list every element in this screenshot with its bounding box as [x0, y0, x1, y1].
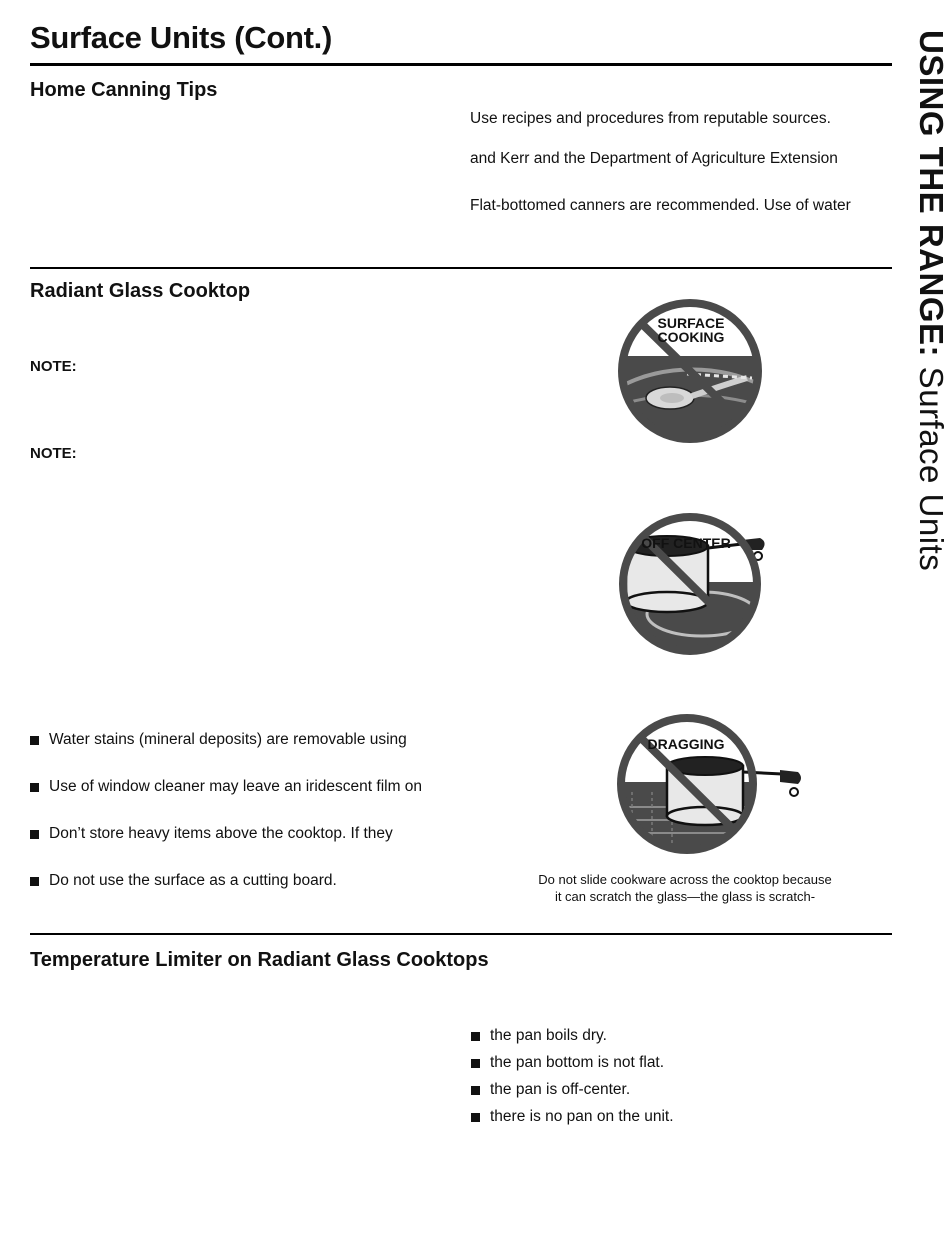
limiter-bullet-4 [471, 1108, 674, 1126]
canning-line-3: Flat-bottomed canners are recommended. Use of water [470, 197, 851, 214]
dragging-label: DRAGGING [647, 736, 725, 752]
title-rule [30, 63, 892, 66]
note-label-1: NOTE: [30, 358, 77, 375]
canning-heading: Home Canning Tips [30, 79, 218, 101]
bullet-square-icon [30, 736, 39, 745]
bullet-text: the pan is off-center. [490, 1081, 631, 1098]
side-tab-normal: Surface Units [913, 357, 950, 572]
off-center-label: OFF CENTER [641, 535, 731, 551]
surface-cooking-label-1: SURFACE [657, 315, 725, 331]
canning-line-1: Use recipes and procedures from reputable sources. [470, 110, 831, 127]
no-off-center-icon [612, 512, 772, 658]
bullet-square-icon [30, 783, 39, 792]
limiter-bullet-3 [471, 1081, 630, 1099]
page-title: Surface Units (Cont.) [30, 20, 332, 55]
bullet-text: Water stains (mineral deposits) are removable using [49, 731, 407, 748]
limiter-heading: Temperature Limiter on Radiant Glass Cooktops [30, 949, 489, 971]
bullet-text: the pan boils dry. [490, 1027, 607, 1044]
bullet-text: there is no pan on the unit. [490, 1108, 674, 1125]
no-surface-cooking-icon [612, 294, 772, 450]
side-tab [912, 30, 950, 571]
surface-cooking-label-2: COOKING [657, 329, 725, 345]
radiant-bullet-2 [30, 778, 422, 796]
radiant-bullet-3 [30, 825, 393, 843]
radiant-heading: Radiant Glass Cooktop [30, 280, 251, 302]
bullet-square-icon [471, 1032, 480, 1041]
section-rule-2 [30, 933, 892, 935]
bullet-text: Use of window cleaner may leave an iridescent film on [49, 778, 423, 795]
radiant-bullet-4 [30, 872, 337, 890]
canning-line-2: and Kerr and the Department of Agriculture Extension [470, 150, 838, 167]
note-label-2: NOTE: [30, 445, 77, 462]
bullet-text: the pan bottom is not flat. [490, 1054, 665, 1071]
bullet-square-icon [471, 1059, 480, 1068]
bullet-text: Don’t store heavy items above the cooktop. If they [49, 825, 393, 842]
caption-line-1: Do not slide cookware across the cooktop because [538, 872, 832, 887]
bullet-square-icon [471, 1113, 480, 1122]
bullet-square-icon [30, 877, 39, 886]
caption-line-2: it can scratch the glass—the glass is scratch- [554, 889, 816, 904]
bullet-square-icon [471, 1086, 480, 1095]
limiter-bullet-1 [471, 1027, 607, 1045]
bullet-text: Do not use the surface as a cutting board. [49, 872, 337, 889]
limiter-bullet-2 [471, 1054, 664, 1072]
no-dragging-icon [612, 712, 807, 862]
section-rule-1 [30, 267, 892, 269]
dragging-caption [520, 871, 850, 905]
radiant-bullet-1 [30, 731, 407, 749]
side-tab-bold: USING THE RANGE: [913, 30, 950, 358]
bullet-square-icon [30, 830, 39, 839]
